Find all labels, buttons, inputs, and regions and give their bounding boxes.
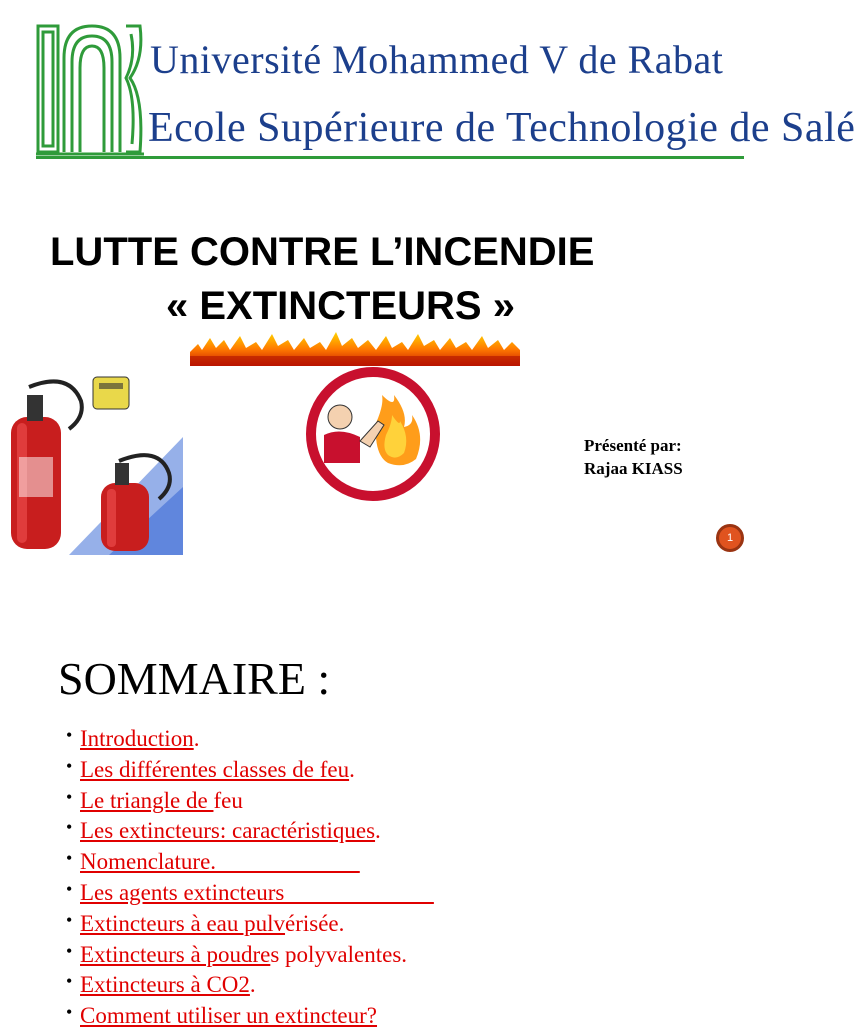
bullet-icon: • xyxy=(66,909,73,930)
list-item xyxy=(66,1001,434,1032)
bullet-icon: • xyxy=(66,1002,73,1023)
slide-subtitle: « EXTINCTEURS » xyxy=(166,284,515,328)
toc-suffix: . xyxy=(193,726,200,751)
school-name: Ecole Supérieure de Technologie de Salé xyxy=(148,105,855,151)
toc-suffix: feu xyxy=(213,787,243,813)
list-item xyxy=(66,940,434,971)
list-item xyxy=(66,755,434,786)
summary-heading: SOMMAIRE : xyxy=(58,653,331,704)
bullet-icon: • xyxy=(66,817,73,838)
toc-suffix: érisée. xyxy=(285,910,345,936)
toc-suffix: . xyxy=(249,972,256,998)
toc-link[interactable]: Les extincteurs: caractéristiques xyxy=(80,818,376,844)
list-item xyxy=(66,970,434,1001)
bullet-icon: • xyxy=(66,786,73,807)
list-item xyxy=(66,909,434,940)
toc-link[interactable]: Le triangle de xyxy=(80,787,214,813)
presented-by-label: Présenté par: xyxy=(584,436,682,455)
fire-extinguishers-icon xyxy=(9,377,183,555)
flames-divider-icon xyxy=(190,330,520,366)
bullet-icon: • xyxy=(66,940,73,961)
toc-suffix: s polyvalentes. xyxy=(270,941,408,967)
header-divider xyxy=(36,156,744,159)
university-logo-icon xyxy=(34,18,146,160)
bullet-icon: • xyxy=(66,971,73,992)
bullet-icon: • xyxy=(66,878,73,899)
toc-link[interactable]: Extincteurs à poudre xyxy=(80,941,271,967)
list-item xyxy=(66,878,434,909)
toc-suffix: . xyxy=(349,756,355,782)
toc-link[interactable]: Les agents extincteurs xyxy=(80,879,434,905)
presenter-name: Rajaa KIASS xyxy=(584,459,683,478)
bullet-icon: • xyxy=(66,725,73,745)
toc-link[interactable]: Les différentes classes de feu xyxy=(80,756,350,782)
list-item xyxy=(66,816,434,847)
list-item xyxy=(66,724,434,755)
summary-slide xyxy=(0,600,768,1029)
toc-link[interactable]: Nomenclature. xyxy=(80,849,360,875)
toc-suffix: . xyxy=(375,818,381,844)
toc-link[interactable]: Comment utiliser un extincteur? xyxy=(80,1003,378,1029)
university-name: Université Mohammed V de Rabat xyxy=(150,37,724,82)
slide-title: LUTTE CONTRE L’INCENDIE xyxy=(50,230,595,274)
list-item xyxy=(66,786,434,817)
toc-link[interactable]: Introduction xyxy=(80,726,194,751)
bullet-icon: • xyxy=(66,755,73,776)
toc-link[interactable]: Extincteurs à CO2 xyxy=(80,972,250,998)
toc-link[interactable]: Extincteurs à eau pulv xyxy=(80,910,286,936)
list-item xyxy=(66,847,434,878)
bullet-icon: • xyxy=(66,848,73,869)
no-fire-sign-icon xyxy=(304,365,442,503)
page-number-badge: 1 xyxy=(716,524,744,552)
summary-list xyxy=(66,724,434,1032)
